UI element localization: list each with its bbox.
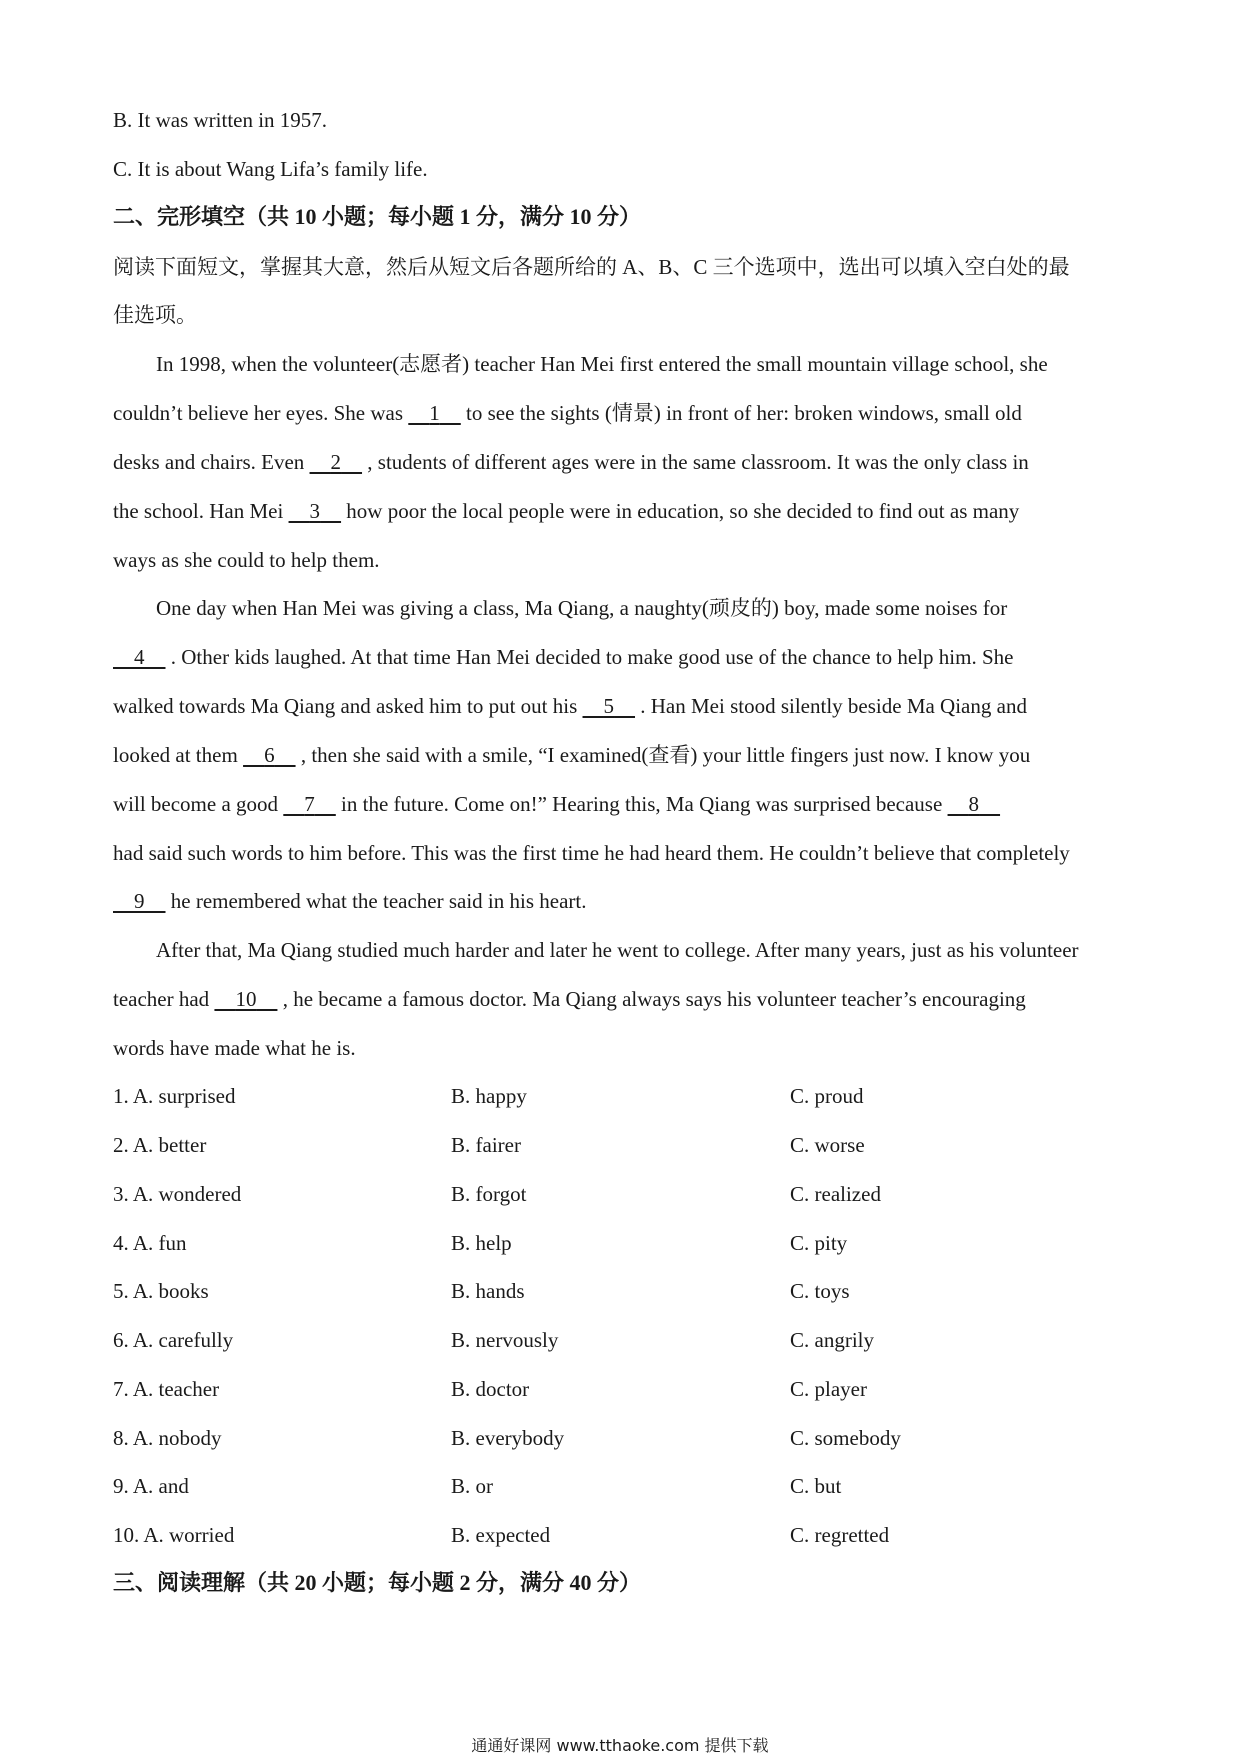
- option-b: B. forgot: [451, 1182, 527, 1206]
- option-c: C. player: [790, 1377, 867, 1401]
- passage-line: [113, 403, 1022, 424]
- passage-text: in the future. Come on!” Hearing this, Ma Qiang was surprised because: [335, 792, 948, 816]
- option-c: C. pity: [790, 1231, 848, 1255]
- passage-line: [113, 745, 1030, 766]
- passage-text: , then she said with a smile, “I examined(查看) your little fingers just now. I know you: [295, 743, 1031, 767]
- option-c: C. angrily: [790, 1328, 874, 1352]
- option-a: 9. A. and: [113, 1474, 189, 1498]
- passage-text: . Han Mei stood silently beside Ma Qiang and: [635, 694, 1027, 718]
- option-b: B. nervously: [451, 1328, 559, 1352]
- passage-text: couldn’t believe her eyes. She was: [113, 401, 409, 425]
- prev-option-b: B. It was written in 1957.: [113, 108, 328, 132]
- passage-line: One day when Han Mei was giving a class, Ma Qiang, a naughty(顽皮的) boy, made some noises for: [156, 596, 1008, 620]
- option-a: 10. A. worried: [113, 1523, 235, 1547]
- option-c: C. but: [790, 1474, 842, 1498]
- option-a: 6. A. carefully: [113, 1328, 234, 1352]
- option-b: B. hands: [451, 1279, 525, 1303]
- passage-text: how poor the local people were in education, so she decided to find out as many: [341, 499, 1020, 523]
- option-c: C. worse: [790, 1133, 865, 1157]
- option-a: 7. A. teacher: [113, 1377, 220, 1401]
- passage-line: [113, 794, 1000, 815]
- instructions-line1: 阅读下面短文，掌握其大意，然后从短文后各题所给的 A、B、C 三个选项中，选出可以填入空白处的最: [113, 255, 1070, 279]
- option-a: 8. A. nobody: [113, 1426, 222, 1450]
- blank-6: 6: [264, 743, 275, 767]
- option-a: 4. A. fun: [113, 1231, 187, 1255]
- passage-line: [113, 989, 1026, 1010]
- passage-line: [113, 452, 1029, 473]
- passage-line: ways as she could to help them.: [113, 548, 380, 572]
- passage-line: [113, 696, 1027, 717]
- passage-line: had said such words to him before. This was the first time he had heard them. He couldn’t believe that completely: [113, 841, 1070, 865]
- passage-text: looked at them: [113, 743, 244, 767]
- passage-text: he remembered what the teacher said in his heart.: [165, 889, 587, 913]
- option-c: C. realized: [790, 1182, 881, 1206]
- blank-7: 7: [304, 792, 315, 816]
- instructions-line2: 佳选项。: [113, 303, 197, 327]
- passage-text: will become a good: [113, 792, 284, 816]
- blank-5: 5: [603, 694, 615, 718]
- passage-text: desks and chairs. Even: [113, 450, 310, 474]
- option-a: 2. A. better: [113, 1133, 207, 1157]
- footer-text: 通通好课网 www.tthaoke.com 提供下载: [471, 1736, 769, 1755]
- blank-8: 8: [968, 792, 980, 816]
- section2-heading: 二、完形填空（共 10 小题；每小题 1 分，满分 10 分）: [113, 204, 642, 229]
- option-b: B. happy: [451, 1084, 527, 1108]
- option-a: 1. A. surprised: [113, 1084, 236, 1108]
- passage-text: the school. Han Mei: [113, 499, 289, 523]
- passage-line: [113, 501, 1019, 522]
- passage-text: . Other kids laughed. At that time Han Mei decided to make good use of the chance to help him. She: [165, 645, 1014, 669]
- option-b: B. fairer: [451, 1133, 521, 1157]
- option-c: C. regretted: [790, 1523, 890, 1547]
- option-c: C. proud: [790, 1084, 864, 1108]
- option-b: B. help: [451, 1231, 512, 1255]
- option-b: B. doctor: [451, 1377, 530, 1401]
- option-c: C. toys: [790, 1279, 850, 1303]
- passage-text: to see the sights (情景) in front of her: broken windows, small old: [460, 401, 1022, 425]
- prev-option-c: C. It is about Wang Lifa’s family life.: [113, 157, 428, 181]
- option-a: 5. A. books: [113, 1279, 209, 1303]
- option-b: B. or: [451, 1474, 493, 1498]
- passage-text: teacher had: [113, 987, 215, 1011]
- option-b: B. expected: [451, 1523, 551, 1547]
- blank-3: 3: [309, 499, 321, 523]
- passage-line: After that, Ma Qiang studied much harder and later he went to college. After many years, just as his volunteer: [156, 938, 1079, 962]
- blank-2: 2: [330, 450, 342, 474]
- blank-4: 4: [134, 645, 145, 669]
- passage-text: , students of different ages were in the same classroom. It was the only class in: [362, 450, 1029, 474]
- passage-line: In 1998, when the volunteer(志愿者) teacher Han Mei first entered the small mountain village school, she: [156, 352, 1048, 376]
- blank-10: 10: [235, 987, 257, 1011]
- passage-text: , he became a famous doctor. Ma Qiang always says his volunteer teacher’s encouraging: [277, 987, 1026, 1011]
- passage-text: walked towards Ma Qiang and asked him to put out his: [113, 694, 583, 718]
- blank-9: 9: [134, 889, 145, 913]
- option-c: C. somebody: [790, 1426, 901, 1450]
- option-b: B. everybody: [451, 1426, 565, 1450]
- passage-line: [113, 891, 586, 912]
- blank-1: 1: [429, 401, 440, 425]
- passage-line: [113, 647, 1013, 668]
- section3-heading: 三、阅读理解（共 20 小题；每小题 2 分，满分 40 分）: [113, 1570, 642, 1595]
- passage-line: words have made what he is.: [113, 1036, 356, 1060]
- option-a: 3. A. wondered: [113, 1182, 242, 1206]
